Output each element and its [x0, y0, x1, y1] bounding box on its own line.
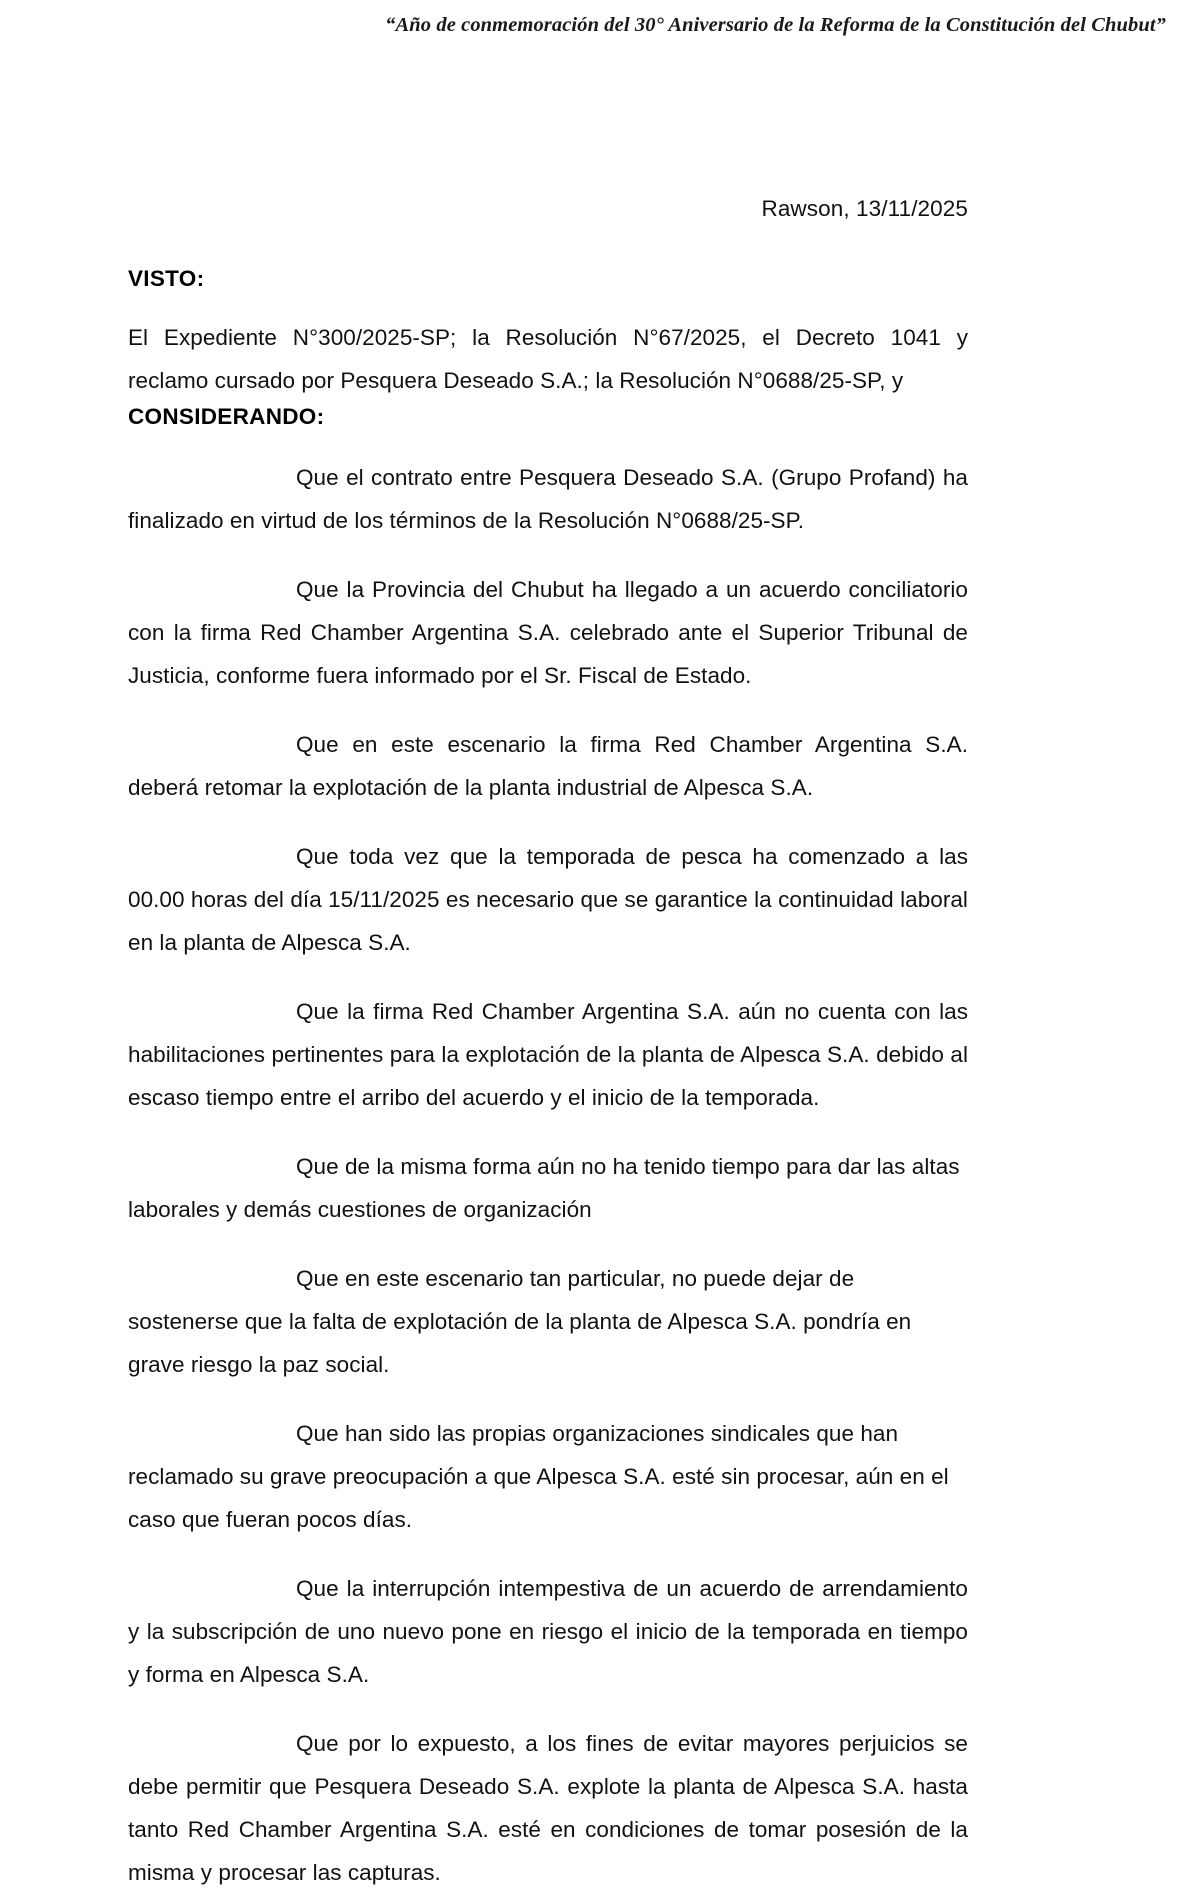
considerando-paragraph — [128, 1145, 968, 1231]
considerando-paragraph — [128, 723, 968, 809]
paragraph-text: Que en este escenario la firma Red Chamber Argentina S.A. deberá retomar la explotación de la planta industrial de Alpesca S.A. — [128, 732, 968, 800]
considerando-paragraph — [128, 835, 968, 964]
place-and-date: Rawson, 13/11/2025 — [761, 196, 968, 221]
considerando-paragraph — [128, 1567, 968, 1696]
visto-heading: VISTO: — [128, 266, 205, 291]
paragraph-text: Que la Provincia del Chubut ha llegado a un acuerdo conciliatorio con la firma Red Chamber Argentina S.A. celebrado ante el Superior Tribunal de Justicia, conforme fuera informado por el Sr. Fiscal de Estado. — [128, 577, 968, 688]
considerando-paragraph — [128, 568, 968, 697]
paragraph-text: Que de la misma forma aún no ha tenido tiempo para dar las altas laborales y demás cuestiones de organización — [128, 1154, 960, 1222]
considerando-paragraph — [128, 456, 968, 542]
paragraph-text: Que en este escenario tan particular, no puede dejar de sostenerse que la falta de explotación de la planta de Alpesca S.A. pondría en grave riesgo la paz social. — [128, 1266, 912, 1377]
considerando-heading: CONSIDERANDO: — [128, 404, 325, 429]
paragraph-text: Que por lo expuesto, a los fines de evitar mayores perjuicios se debe permitir que Pesquera Deseado S.A. explote la planta de Alpesca S.A. hasta tanto Red Chamber Argentina S.A. esté en condiciones de tomar posesión de la misma y procesar las capturas. — [128, 1731, 968, 1885]
considerando-paragraph — [128, 990, 968, 1119]
document-header-motto: “Año de conmemoración del 30° Aniversario de la Reforma de la Constitución del Chubut” — [385, 14, 1166, 36]
paragraph-text: Que han sido las propias organizaciones sindicales que han reclamado su grave preocupación a que Alpesca S.A. esté sin procesar, aún en el caso que fueran pocos días. — [128, 1421, 949, 1532]
considerando-paragraph — [128, 1412, 968, 1541]
considerando-paragraph — [128, 1722, 968, 1894]
visto-text: El Expediente N°300/2025-SP; la Resolución N°67/2025, el Decreto 1041 y reclamo cursado por Pesquera Deseado S.A.; la Resolución N°0688/25-SP, y — [128, 325, 968, 393]
document-body — [128, 0, 968, 1894]
paragraph-text: Que toda vez que la temporada de pesca ha comenzado a las 00.00 horas del día 15/11/2025 es necesario que se garantice la continuidad laboral en la planta de Alpesca S.A. — [128, 844, 968, 955]
paragraph-text: Que la interrupción intempestiva de un acuerdo de arrendamiento y la subscripción de uno nuevo pone en riesgo el inicio de la temporada en tiempo y forma en Alpesca S.A. — [128, 1576, 968, 1687]
paragraph-text: Que la firma Red Chamber Argentina S.A. aún no cuenta con las habilitaciones pertinentes para la explotación de la planta de Alpesca S.A. debido al escaso tiempo entre el arribo del acuerdo y el inicio de la temporada. — [128, 999, 968, 1110]
considerando-paragraph — [128, 1257, 968, 1386]
paragraph-text: Que el contrato entre Pesquera Deseado S.A. (Grupo Profand) ha finalizado en virtud de los términos de la Resolución N°0688/25-SP. — [128, 465, 968, 533]
